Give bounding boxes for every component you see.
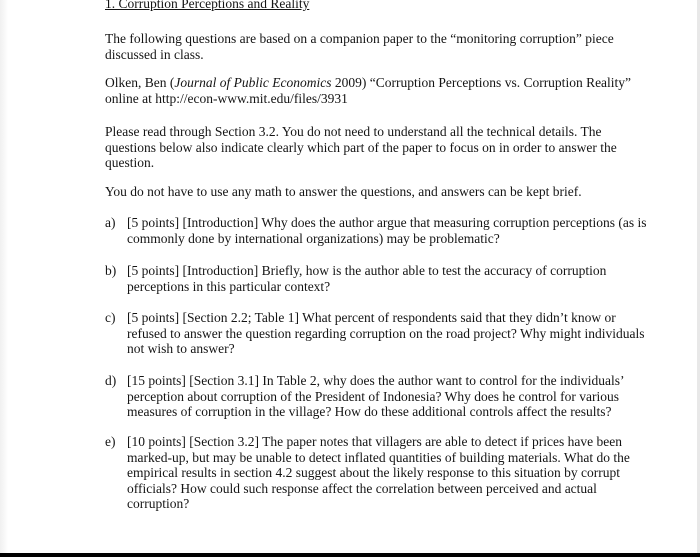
question-body (127, 215, 647, 246)
question-line: corruption? (127, 496, 190, 511)
question-line: marked-up, but may be unable to detect inflated quantities of building materials. What do the (127, 449, 630, 465)
question-line: [5 points] [Section 2.2; Table 1] What percent of respondents said that they didn’t know or (127, 310, 616, 325)
reading-instructions (105, 124, 665, 171)
question-line: officials? How could such response affect the correlation between perceived and actual (127, 480, 597, 496)
question-line: commonly done by international organizations) may be problematic? (127, 230, 500, 246)
intro-paragraph (105, 31, 665, 62)
intro-line: discussed in class. (105, 46, 204, 62)
reading-line: Please read through Section 3.2. You do not need to understand all the technical details. The (105, 124, 602, 139)
math-note-line: You do not have to use any math to answer the questions, and answers can be kept brief. (105, 184, 582, 199)
question-line: refused to answer the question regarding corruption on the road project? Why might individuals (127, 325, 645, 341)
citation-rest: 2009) “Corruption Perceptions vs. Corruption Reality” (331, 75, 632, 90)
question-line: [10 points] [Section 3.2] The paper notes that villagers are able to detect if prices have been (127, 434, 622, 449)
math-note (105, 184, 665, 200)
citation-line-1 (105, 75, 665, 91)
question-line: measures of corruption in the village? How do these additional controls affect the results? (127, 404, 612, 419)
question-letter: d) (105, 373, 117, 388)
question-body (127, 434, 630, 512)
question-line: not wish to answer? (127, 341, 235, 356)
question-body (127, 310, 645, 357)
question-body (127, 263, 606, 294)
question-line: perception about corruption of the President of Indonesia? Why does he control for various (127, 388, 619, 404)
question-line: [5 points] [Introduction] Why does the author argue that measuring corruption perceptions (as is (127, 215, 647, 230)
question-letter: b) (105, 263, 117, 278)
question-line: [5 points] [Introduction] Briefly, how is the author able to test the accuracy of corruption (127, 263, 607, 278)
question-line: perceptions in this particular context? (127, 278, 331, 294)
citation-journal: Journal of Public Economics (174, 75, 332, 90)
section-title: 1. Corruption Perceptions and Reality (105, 0, 310, 11)
reading-line: questions below also indicate clearly which part of the paper to focus on in order to answer the (105, 139, 617, 155)
citation-author: Olken, Ben ( (105, 75, 175, 90)
question-body (127, 373, 624, 420)
question-line: empirical results in section 4.2 suggest about the likely response to this situation by corrupt (127, 465, 621, 480)
page-bottom-edge (0, 553, 700, 557)
question-letter: c) (105, 310, 116, 325)
question-line: [15 points] [Section 3.1] In Table 2, why does the author want to control for the individuals’ (127, 373, 625, 388)
intro-line: The following questions are based on a companion paper to the “monitoring corruption” piece (105, 31, 614, 46)
citation-link: online at http://econ-www.mit.edu/files/3931 (105, 90, 348, 106)
question-letter: a) (105, 215, 116, 230)
question-letter: e) (105, 434, 116, 449)
reading-line: question. (105, 155, 155, 170)
citation-paragraph (105, 75, 665, 106)
